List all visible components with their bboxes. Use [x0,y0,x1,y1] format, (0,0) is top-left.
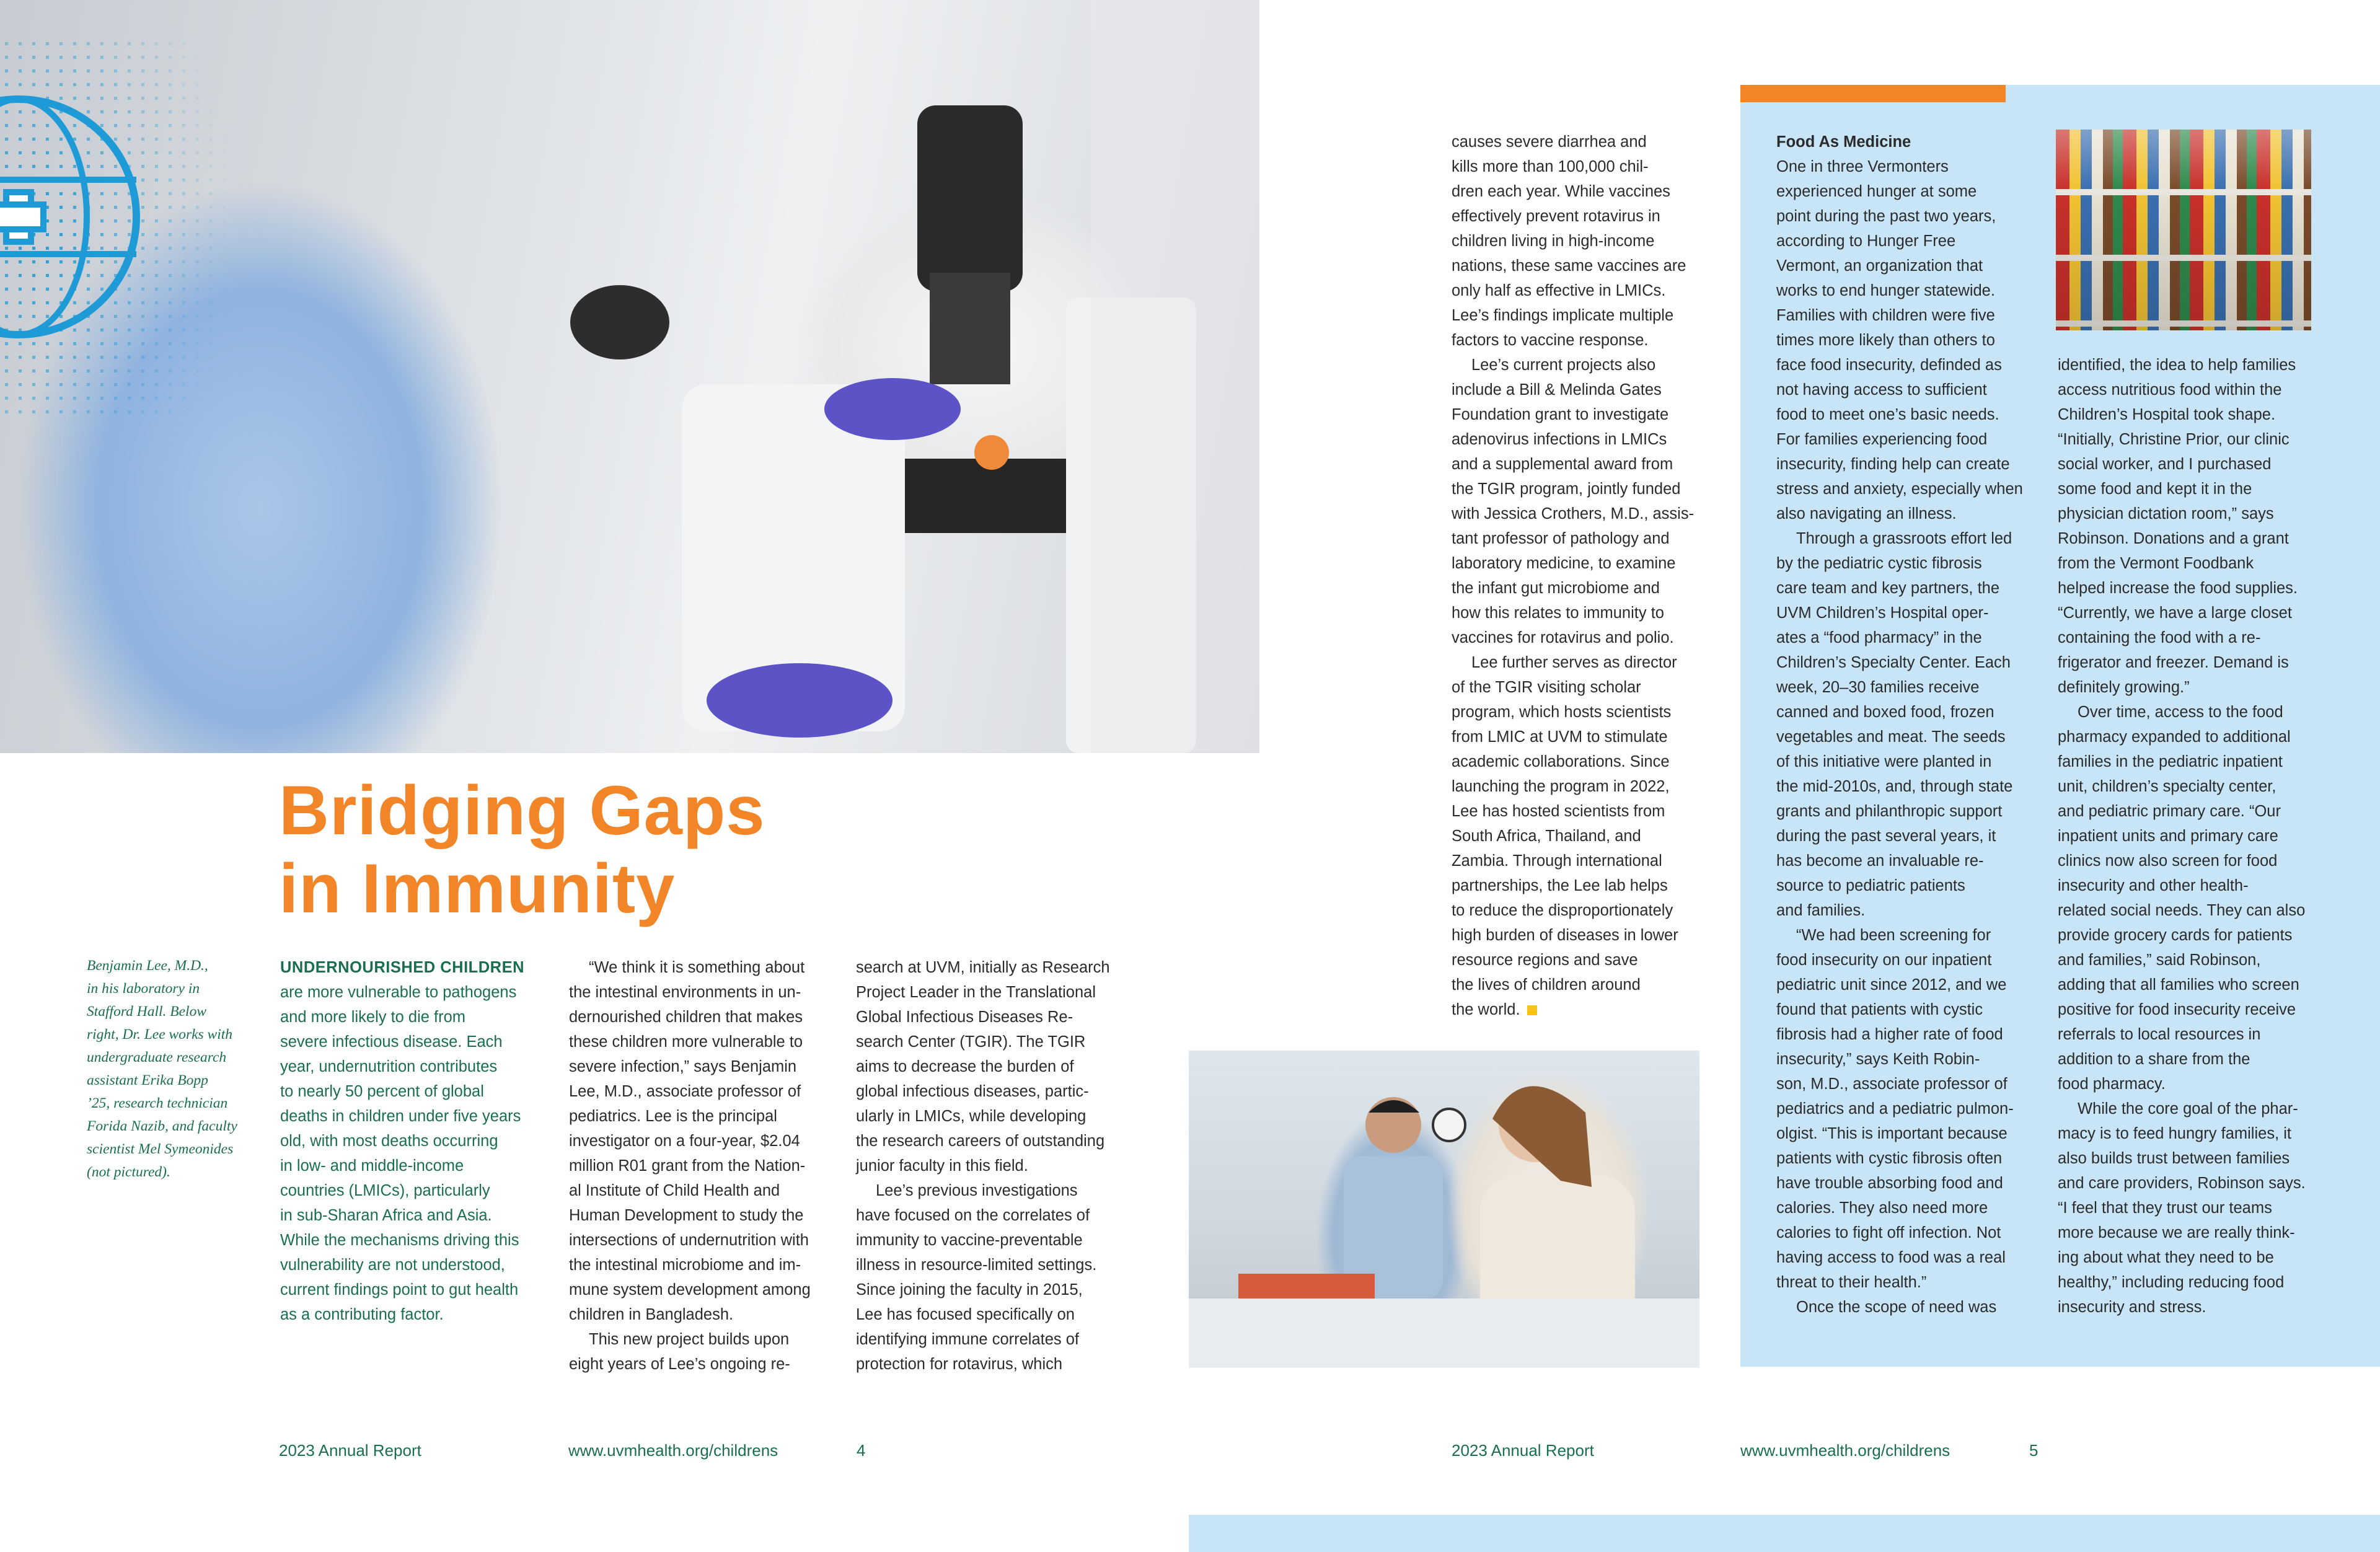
text-line: of the TGIR visiting scholar [1452,679,1641,696]
text-line: tant professor of pathology and [1452,530,1670,547]
text-line: insecurity,” says Keith Robin- [1776,1051,1980,1068]
caption-line: scientist Mel Symeonides [87,1141,234,1157]
text-line: year, undernutrition contributes [280,1058,498,1075]
text-line: Lee, M.D., associate professor of [569,1083,801,1100]
text-line: calories to fight off infection. Not [1776,1224,2001,1241]
text-line: not having access to sufficient [1776,381,1987,399]
text-line: the intestinal environments in un- [569,984,801,1001]
text-line: the research careers of outstanding [856,1132,1105,1150]
text-line: these children more vulnerable to [569,1033,803,1051]
text-line: positive for food insecurity receive [2058,1001,2296,1018]
text-line: with Jessica Crothers, M.D., assis- [1452,505,1695,522]
text-line: and a supplemental award from [1452,456,1673,473]
text-line: adding that all families who screen [2058,976,2299,994]
text-line: threat to their health.” [1776,1274,1927,1291]
sidebar-column-2 [2058,353,2349,1320]
footer-url-link[interactable]: www.uvmhealth.org/childrens [1740,1441,1950,1460]
column-2-body [569,955,829,1377]
globe-medical-cross-icon [0,37,236,421]
text-line: search at UVM, initially as Research [856,959,1110,976]
text-line: illness in resource-limited settings. [856,1256,1097,1274]
text-line: more because we are really think- [2058,1224,2295,1241]
text-line: also navigating an illness. [1776,505,1957,522]
text-line: ularly in LMICs, while developing [856,1108,1086,1125]
text-line: food pharmacy. [2058,1075,2166,1093]
caption-line: right, Dr. Lee works with [87,1026,233,1043]
text-line: have trouble absorbing food and [1776,1175,2003,1192]
text-line: healthy,” including reducing food [2058,1274,2285,1291]
text-line: Global Infectious Diseases Re- [856,1008,1073,1026]
text-line: academic collaborations. Since [1452,753,1670,770]
text-line: having access to food was a real [1776,1249,2006,1266]
text-line: children living in high-income [1452,232,1655,250]
photo-caption [87,955,237,1184]
text-line: food to meet one’s basic needs. [1776,406,1999,423]
text-line: eight years of Lee’s ongoing re- [569,1356,790,1373]
text-line: and more likely to die from [280,1008,466,1026]
text-line: helped increase the food supplies. [2058,580,2298,597]
text-line: children in Bangladesh. [569,1306,734,1323]
text-line: resource regions and save [1452,951,1638,969]
caption-line: Stafford Hall. Below [87,1003,207,1020]
text-line: have focused on the correlates of [856,1207,1090,1224]
text-line: definitely growing.” [2058,679,2190,696]
footer-url-link[interactable]: www.uvmhealth.org/childrens [568,1441,778,1460]
text-line: vulnerability are not understood, [280,1256,505,1274]
sidebar-heading: Food As Medicine [1776,133,1911,151]
headline-line-2: in Immunity [279,850,676,927]
text-line: of this initiative were planted in [1776,753,1992,770]
text-line: as a contributing factor. [280,1306,444,1323]
text-line: investigator on a four-year, $2.04 [569,1132,800,1150]
text-line: stress and anxiety, especially when [1776,480,2023,498]
text-line: program, which hosts scientists [1452,703,1672,721]
text-line: social worker, and I purchased [2058,456,2272,473]
text-line: pharmacy expanded to additional [2058,728,2291,746]
text-line: dernourished children that makes [569,1008,803,1026]
text-line: high burden of diseases in lower [1452,927,1678,944]
text-line: frigerator and freezer. Demand is [2058,654,2289,671]
page-number: 4 [857,1441,866,1460]
text-line: kills more than 100,000 chil- [1452,158,1649,175]
text-line: insecurity and stress. [2058,1298,2206,1316]
text-line: global infectious diseases, partic- [856,1083,1089,1100]
text-line: South Africa, Thailand, and [1452,827,1641,845]
section-heading: UNDERNOURISHED CHILDREN [280,959,525,976]
text-line: aims to decrease the burden of [856,1058,1074,1075]
footer-report-title: 2023 Annual Report [1452,1441,1594,1460]
text-line: inpatient units and primary care [2058,827,2278,845]
caption-line: Forida Nazib, and faculty [87,1118,237,1134]
text-line: fibrosis had a higher rate of food [1776,1026,2003,1043]
caption-line: (not pictured). [87,1164,170,1180]
caption-line: undergraduate research [87,1049,227,1065]
text-line: also builds trust between families [2058,1150,2290,1167]
text-line: access nutritious food within the [2058,381,2282,399]
text-line: in sub-Sharan Africa and Asia. [280,1207,492,1224]
column-4-body [1452,130,1712,1022]
text-line: experienced hunger at some [1776,183,1977,200]
text-line: identified, the idea to help families [2058,356,2296,374]
text-line: insecurity and other health- [2058,877,2249,894]
text-line: Over time, access to the food [2078,703,2283,721]
text-line: “We had been screening for [1796,927,1991,944]
text-line: intersections of undernutrition with [569,1232,809,1249]
footer-report-title: 2023 Annual Report [279,1441,421,1460]
text-line-last [1452,997,1712,1022]
text-line: canned and boxed food, frozen [1776,703,1994,721]
text-line: vegetables and meat. The seeds [1776,728,2006,746]
caption-line: ’25, research technician [87,1095,228,1111]
text-line: vaccines for rotavirus and polio. [1452,629,1674,646]
text-line: pediatrics. Lee is the principal [569,1108,777,1125]
lab-photo-students [1189,1051,1699,1368]
text-line: UVM Children’s Hospital oper- [1776,604,1989,622]
text-line: Through a grassroots effort led [1796,530,2012,547]
text-line: Children’s Hospital took shape. [2058,406,2276,423]
caption-line: in his laboratory in [87,981,200,997]
text-line: pediatrics and a pediatric pulmon- [1776,1100,2014,1118]
text-line: the intestinal microbiome and im- [569,1256,801,1274]
text-line: Robinson. Donations and a grant [2058,530,2289,547]
column-1-intro [280,955,553,1327]
text-line: and families. [1776,902,1866,919]
text-line: Project Leader in the Translational [856,984,1096,1001]
text-line: deaths in children under five years [280,1108,521,1125]
text-line: from LMIC at UVM to stimulate [1452,728,1668,746]
text-line: include a Bill & Melinda Gates [1452,381,1662,399]
text-line: in low- and middle-income [280,1157,464,1175]
text-line: the mid-2010s, and, through state [1776,778,2013,795]
text-line: Vermont, an organization that [1776,257,1983,275]
text-line: While the mechanisms driving this [280,1232,519,1249]
text-line: “I feel that they trust our teams [2058,1199,2272,1217]
text-line: addition to a share from the [2058,1051,2250,1068]
text-line: For families experiencing food [1776,431,1988,448]
text-line: olgist. “This is important because [1776,1125,2008,1142]
text-line: ates a “food pharmacy” in the [1776,629,1982,646]
text-line: al Institute of Child Health and [569,1182,780,1199]
text-line: to nearly 50 percent of global [280,1083,484,1100]
text-line: pediatric unit since 2012, and we [1776,976,2007,994]
headline-line-1: Bridging Gaps [279,772,765,849]
text-line: Lee has focused specifically on [856,1306,1075,1323]
lab-scene-illustration [1189,1051,1699,1368]
text-line: and pediatric primary care. “Our [2058,803,2281,820]
text-line: laboratory medicine, to examine [1452,555,1676,572]
text-line: identifying immune correlates of [856,1331,1080,1348]
text-line: launching the program in 2022, [1452,778,1670,795]
text-line: families in the pediatric inpatient [2058,753,2283,770]
text-line: adenovirus infections in LMICs [1452,431,1667,448]
text-line: the world. [1452,1001,1520,1018]
text-line: to reduce the disproportionately [1452,902,1673,919]
text-line: mune system development among [569,1281,811,1298]
text-line: insecurity, finding help can create [1776,456,2010,473]
text-line: Lee’s findings implicate multiple [1452,307,1674,324]
text-line: found that patients with cystic [1776,1001,1983,1018]
text-line: week, 20–30 families receive [1776,679,1980,696]
text-line: related social needs. They can also [2058,902,2306,919]
text-line: causes severe diarrhea and [1452,133,1647,151]
text-line: protection for rotavirus, which [856,1356,1063,1373]
bottom-accent-bar [1189,1515,2380,1552]
text-line: Zambia. Through international [1452,852,1662,870]
text-line: nations, these same vaccines are [1452,257,1686,275]
sidebar-column-1 [1776,130,2049,1320]
text-line: One in three Vermonters [1776,158,1949,175]
text-line: million R01 grant from the Nation- [569,1157,806,1175]
photo-shading [2056,130,2311,330]
text-line: factors to vaccine response. [1452,332,1649,349]
text-line: the lives of children around [1452,976,1641,994]
text-line: has become an invaluable re- [1776,852,1984,870]
text-line: care team and key partners, the [1776,580,2000,597]
text-line: old, with most deaths occurring [280,1132,498,1150]
text-line: physician dictation room,” says [2058,505,2274,522]
text-line: “We think it is something about [589,959,805,976]
text-line: ing about what they need to be [2058,1249,2274,1266]
text-line: Lee’s previous investigations [876,1182,1078,1199]
text-line: are more vulnerable to pathogens [280,984,517,1001]
text-line: “Currently, we have a large closet [2058,604,2292,622]
pantry-shelves-photo [2056,130,2311,330]
text-line: only half as effective in LMICs. [1452,282,1666,299]
text-line: Families with children were five [1776,307,1995,324]
text-line: Human Development to study the [569,1207,804,1224]
text-line: severe infectious disease. Each [280,1033,503,1051]
text-line: how this relates to immunity to [1452,604,1664,622]
text-line: and families,” said Robinson, [2058,951,2261,969]
text-line: Lee has hosted scientists from [1452,803,1665,820]
text-line: point during the past two years, [1776,208,1996,225]
text-line: partnerships, the Lee lab helps [1452,877,1668,894]
caption-line: assistant Erika Bopp [87,1072,208,1088]
text-line: source to pediatric patients [1776,877,1965,894]
text-line: according to Hunger Free [1776,232,1956,250]
text-line: clinics now also screen for food [2058,852,2278,870]
text-line: calories. They also need more [1776,1199,1988,1217]
text-line: containing the food with a re- [2058,629,2261,646]
text-line: macy is to feed hungry families, it [2058,1125,2291,1142]
text-line: “Initially, Christine Prior, our clinic [2058,431,2290,448]
caption-line: Benjamin Lee, M.D., [87,958,208,974]
text-line: Children’s Specialty Center. Each [1776,654,2011,671]
text-line: by the pediatric cystic fibrosis [1776,555,1982,572]
text-line: some food and kept it in the [2058,480,2252,498]
text-line: Foundation grant to investigate [1452,406,1669,423]
end-square-icon [1527,1005,1537,1015]
text-line: grants and philanthropic support [1776,803,2003,820]
text-line: severe infection,” says Benjamin [569,1058,797,1075]
text-line: This new project builds upon [589,1331,790,1348]
sidebar-accent-bar [1740,85,2006,102]
text-line: and care providers, Robinson says. [2058,1175,2306,1192]
text-line: provide grocery cards for patients [2058,927,2293,944]
text-line: junior faculty in this field. [856,1157,1028,1175]
page-number: 5 [2029,1441,2038,1460]
article-headline [279,772,765,928]
text-line: dren each year. While vaccines [1452,183,1670,200]
text-line: unit, children’s specialty center, [2058,778,2276,795]
text-line: works to end hunger statewide. [1776,282,1995,299]
column-3-body [856,955,1129,1377]
text-line: patients with cystic fibrosis often [1776,1150,2003,1167]
text-line: times more likely than others to [1776,332,1995,349]
text-line: food insecurity on our inpatient [1776,951,1992,969]
text-line: countries (LMICs), particularly [280,1182,490,1199]
text-line: the TGIR program, jointly funded [1452,480,1681,498]
text-line: immunity to vaccine-preventable [856,1232,1083,1249]
text-line: referrals to local resources in [2058,1026,2261,1043]
text-line: from the Vermont Foodbank [2058,555,2254,572]
text-line: during the past several years, it [1776,827,1996,845]
text-line: Since joining the faculty in 2015, [856,1281,1083,1298]
text-line: son, M.D., associate professor of [1776,1075,2008,1093]
text-line: face food insecurity, definded as [1776,356,2002,374]
text-line: search Center (TGIR). The TGIR [856,1033,1086,1051]
text-line: current findings point to gut health [280,1281,519,1298]
text-line: the infant gut microbiome and [1452,580,1660,597]
text-line: Lee further serves as director [1471,654,1677,671]
text-line: While the core goal of the phar- [2078,1100,2298,1118]
text-line: Lee’s current projects also [1471,356,1656,374]
text-line: effectively prevent rotavirus in [1452,208,1660,225]
text-line: Once the scope of need was [1796,1298,1997,1316]
